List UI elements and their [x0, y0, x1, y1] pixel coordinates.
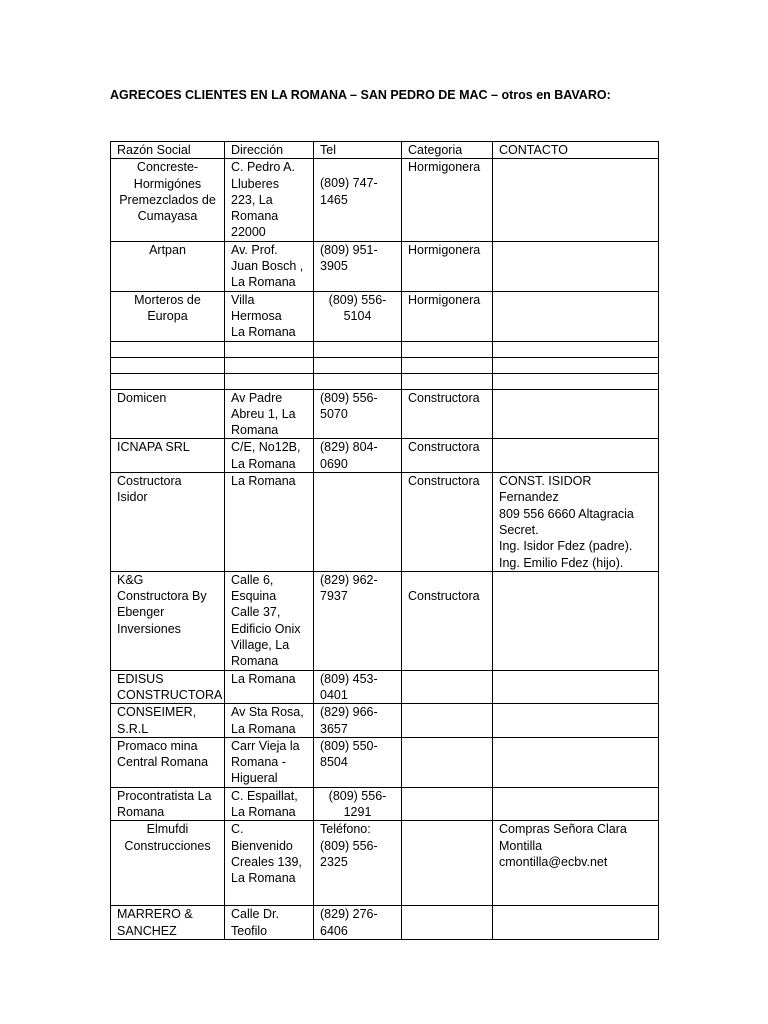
cell-razon-social: Costructora Isidor	[111, 473, 225, 572]
cell-contacto	[493, 704, 659, 738]
cell-direccion: Villa Hermosa La Romana	[225, 291, 314, 341]
cell-razon-social	[111, 373, 225, 389]
table-row	[111, 159, 659, 241]
cell-categoria	[402, 821, 493, 906]
cell-tel	[314, 341, 402, 357]
table-row	[111, 291, 659, 341]
table-row	[111, 439, 659, 473]
cell-razon-social: Domicen	[111, 389, 225, 439]
cell-categoria	[402, 341, 493, 357]
cell-tel: (809) 951- 3905	[314, 241, 402, 291]
cell-categoria: Constructora	[402, 473, 493, 572]
cell-categoria: Constructora	[402, 571, 493, 670]
cell-direccion: Av Padre Abreu 1, La Romana	[225, 389, 314, 439]
table-row	[111, 373, 659, 389]
cell-contacto	[493, 159, 659, 241]
cell-direccion	[225, 357, 314, 373]
cell-contacto: Compras Señora Clara Montilla cmontilla@ecbv.net	[493, 821, 659, 906]
cell-categoria	[402, 737, 493, 787]
cell-contacto	[493, 787, 659, 821]
cell-contacto	[493, 357, 659, 373]
cell-direccion: Carr Vieja la Romana - Higueral	[225, 737, 314, 787]
cell-direccion: La Romana	[225, 670, 314, 704]
cell-contacto	[493, 737, 659, 787]
cell-tel	[314, 357, 402, 373]
cell-categoria: Hormigonera	[402, 291, 493, 341]
cell-categoria	[402, 357, 493, 373]
cell-direccion: La Romana	[225, 473, 314, 572]
cell-contacto	[493, 241, 659, 291]
cell-tel	[314, 373, 402, 389]
cell-tel: (809) 747- 1465	[314, 159, 402, 241]
table-header-row	[111, 142, 659, 159]
table-row	[111, 787, 659, 821]
table-row	[111, 357, 659, 373]
table-row	[111, 389, 659, 439]
cell-categoria: Constructora	[402, 389, 493, 439]
cell-direccion: Av Sta Rosa, La Romana	[225, 704, 314, 738]
cell-direccion	[225, 341, 314, 357]
cell-razon-social: MARRERO & SANCHEZ	[111, 906, 225, 940]
cell-tel: (809) 556- 5070	[314, 389, 402, 439]
cell-categoria	[402, 787, 493, 821]
table-row	[111, 906, 659, 940]
cell-razon-social: Morteros de Europa	[111, 291, 225, 341]
cell-contacto	[493, 291, 659, 341]
cell-tel: (809) 556- 5104	[314, 291, 402, 341]
table-row	[111, 341, 659, 357]
cell-contacto	[493, 373, 659, 389]
cell-categoria: Constructora	[402, 439, 493, 473]
clients-table	[110, 141, 659, 940]
cell-direccion: C. Espaillat, La Romana	[225, 787, 314, 821]
cell-razon-social: Elmufdi Construcciones	[111, 821, 225, 906]
document-title: AGRECOES CLIENTES EN LA ROMANA – SAN PEDRO DE MAC – otros en BAVARO:	[110, 88, 611, 102]
cell-tel: (809) 453- 0401	[314, 670, 402, 704]
cell-direccion: Calle 6, Esquina Calle 37, Edificio Onix Village, La Romana	[225, 571, 314, 670]
cell-direccion: C. Pedro A. Lluberes 223, La Romana 22000	[225, 159, 314, 241]
cell-direccion	[225, 373, 314, 389]
cell-razon-social: Procontratista La Romana	[111, 787, 225, 821]
cell-contacto	[493, 670, 659, 704]
cell-razon-social	[111, 357, 225, 373]
cell-razon-social: Artpan	[111, 241, 225, 291]
cell-razon-social: EDISUS CONSTRUCTORA	[111, 670, 225, 704]
cell-direccion: C/E, No12B, La Romana	[225, 439, 314, 473]
cell-direccion: Calle Dr. Teofilo	[225, 906, 314, 940]
header-razon-social: Razón Social	[111, 142, 225, 159]
cell-categoria	[402, 906, 493, 940]
cell-categoria: Hormigonera	[402, 159, 493, 241]
cell-categoria	[402, 373, 493, 389]
cell-tel: (829) 804- 0690	[314, 439, 402, 473]
cell-contacto	[493, 571, 659, 670]
cell-razon-social: Promaco mina Central Romana	[111, 737, 225, 787]
table-row	[111, 704, 659, 738]
table-row	[111, 670, 659, 704]
cell-categoria: Hormigonera	[402, 241, 493, 291]
cell-contacto	[493, 906, 659, 940]
header-tel: Tel	[314, 142, 402, 159]
cell-contacto	[493, 439, 659, 473]
cell-tel: (809) 556- 1291	[314, 787, 402, 821]
cell-direccion: Av. Prof. Juan Bosch , La Romana	[225, 241, 314, 291]
cell-contacto	[493, 389, 659, 439]
cell-razon-social: Concreste- Hormigónes Premezclados de Cumayasa	[111, 159, 225, 241]
cell-razon-social	[111, 341, 225, 357]
cell-razon-social: ICNAPA SRL	[111, 439, 225, 473]
cell-contacto	[493, 341, 659, 357]
cell-razon-social: CONSEIMER, S.R.L	[111, 704, 225, 738]
cell-tel: (829) 962- 7937	[314, 571, 402, 670]
header-contacto: CONTACTO	[493, 142, 659, 159]
cell-razon-social: K&G Constructora By Ebenger Inversiones	[111, 571, 225, 670]
cell-contacto: CONST. ISIDOR Fernandez 809 556 6660 Altagracia Secret. Ing. Isidor Fdez (padre). Ing. Emilio Fdez (hijo).	[493, 473, 659, 572]
cell-tel	[314, 473, 402, 572]
cell-categoria	[402, 670, 493, 704]
table-row	[111, 571, 659, 670]
cell-tel: (829) 966- 3657	[314, 704, 402, 738]
cell-categoria	[402, 704, 493, 738]
header-direccion: Dirección	[225, 142, 314, 159]
header-categoria: Categoria	[402, 142, 493, 159]
table-row	[111, 473, 659, 572]
table-row	[111, 737, 659, 787]
table-row	[111, 821, 659, 906]
table-row	[111, 241, 659, 291]
cell-tel: (829) 276- 6406	[314, 906, 402, 940]
cell-direccion: C. Bienvenido Creales 139, La Romana	[225, 821, 314, 906]
cell-tel: (809) 550- 8504	[314, 737, 402, 787]
cell-tel: Teléfono: (809) 556- 2325	[314, 821, 402, 906]
